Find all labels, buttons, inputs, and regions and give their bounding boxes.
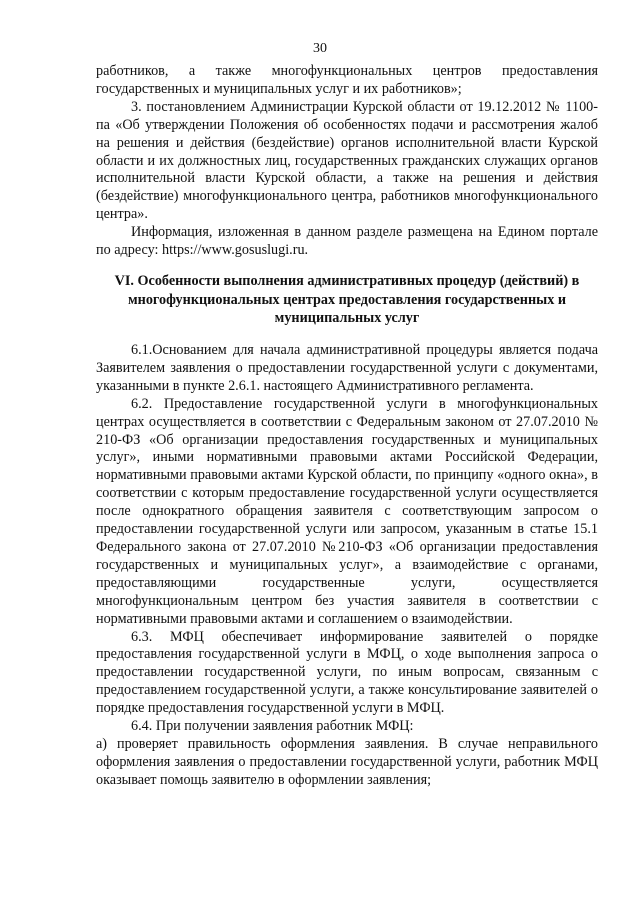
section-heading <box>96 272 598 328</box>
paragraph: 3. постановлением Администрации Курской области от 19.12.2012 № 1100-па «Об утверждении Положения об особенностях подачи и рассмотрения жалоб на решения и действия (бездействие) органов исполнительной власти Курской области и их должностных лиц, государственных гражданских служащих органов исполнительной власти Курской области, а также на решения и действия (бездействие) многофункционального центра, работников многофункционального центра». <box>96 98 598 223</box>
section-body <box>96 342 598 790</box>
paragraph: 6.1.Основанием для начала административной процедуры является подача Заявителем заявления о предоставлении государственной услуги с документами, указанными в пункте 2.6.1. настоящего Административного регламента. <box>96 342 598 394</box>
page-number: 30 <box>313 41 327 56</box>
intro-text <box>96 63 598 260</box>
section-heading-line: многофункциональных центрах предоставления государственных и <box>127 291 567 308</box>
paragraph: 6.2. Предоставление государственной услуги в многофункциональных центрах осуществляется в соответствии с Федеральным законом от 27.07.2010 № 210-ФЗ «Об организации предоставления государственных и муниципальных услуг», иными нормативными правовыми актами Российской Федерации, нормативными правовыми актами Курской области, по принципу «одного окна», в соответствии с которым предоставление государственной услуги осуществляется после однократного обращения заявителя с соответствующим запросом о предоставлении государственной услуги или запросом, указанным в статье 15.1 Федерального закона от 27.07.2010 №210-ФЗ «Об организации предоставления государственных и муниципальных услуг», а взаимодействие с органами, предоставляющими государственные услуги, осуществляется многофункциональным центром без участия заявителя в соответствии с нормативными правовыми актами и соглашением о взаимодействии. <box>96 395 598 627</box>
paragraph: 6.3. МФЦ обеспечивает информирование заявителей о порядке предоставления государственной услуги в МФЦ, о ходе выполнения запроса о предоставлении государственной услуги, по иным вопросам, связанным с предоставлением государственной услуги, а также консультирование заявителей о порядке предоставления государственной услуги в МФЦ. <box>96 628 598 717</box>
paragraph: 6.4. При получении заявления работник МФЦ: <box>131 718 414 735</box>
paragraph: работников, а также многофункциональных центров предоставления государственных и муниципальных услуг и их работников»; <box>96 63 598 97</box>
paragraph: а) проверяет правильность оформления заявления. В случае неправильного оформления заявления о предоставлении государственной услуги, работник МФЦ оказывает помощь заявителю в оформлении заявления; <box>96 735 598 788</box>
paragraph: Информация, изложенная в данном разделе размещена на Едином портале по адресу: https://www.gosuslugi.ru. <box>96 224 598 259</box>
section-heading-line: VI. Особенности выполнения административных процедур (действий) в <box>114 273 580 289</box>
section-heading-line: муниципальных услуг <box>274 310 420 327</box>
